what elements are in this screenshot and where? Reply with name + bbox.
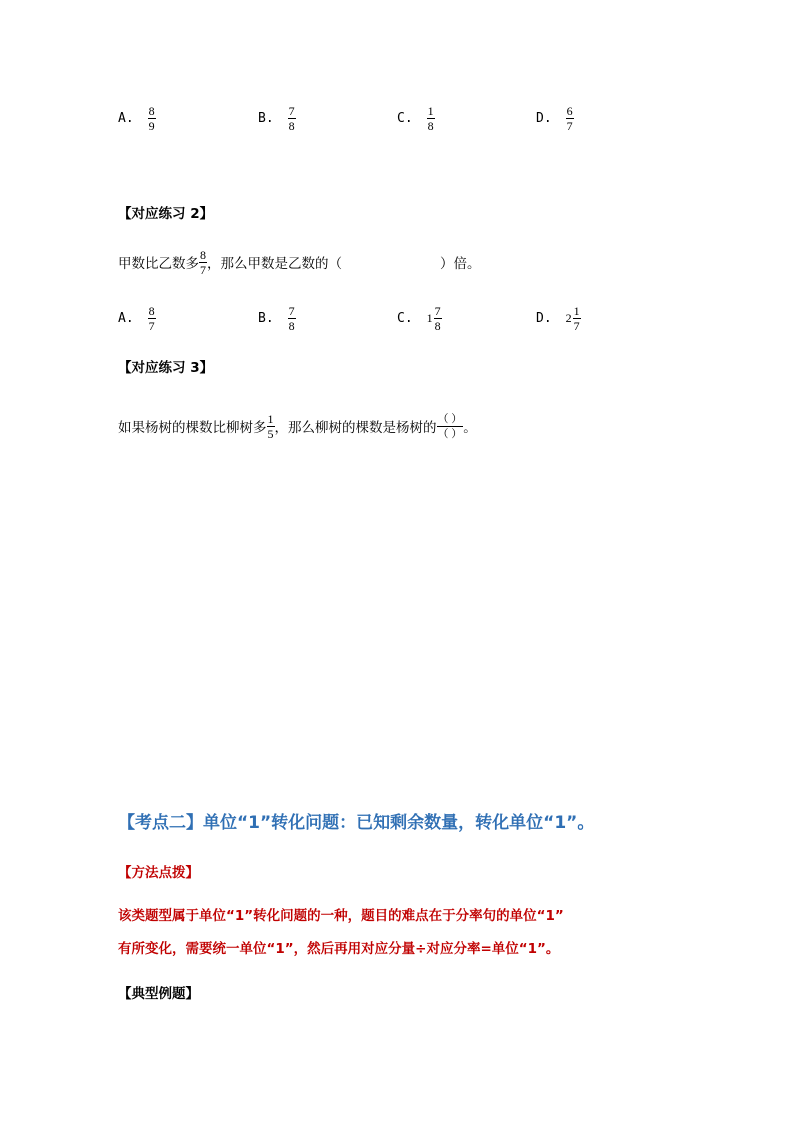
method-heading: 【方法点拨】 [118,865,199,881]
option-letter: C. [397,310,413,326]
question-text: 甲数比乙数多 [118,256,199,272]
section-title: 【考点二】单位“1”转化问题：已知剩余数量，转化单位“1”。 [118,813,595,833]
option-letter: D. [536,310,552,326]
fraction: $\frac{8}{7}$ [148,303,155,333]
example-heading: 【典型例题】 [118,986,199,1002]
fraction: $\frac{1}{5}$ [267,411,274,441]
question-text: ）倍。 [440,256,481,272]
option-a [118,98,156,138]
fraction: $\frac{7}{8}$ [434,303,441,333]
question-text: ，那么甲数是乙数的（ [207,256,342,272]
method-line-1: 该类题型属于单位“1”转化问题的一种，题目的难点在于分率句的单位“1” [118,908,564,924]
question-text: ，那么柳树的棵数是杨树的 [274,420,437,436]
option-a [118,298,156,338]
option-c [397,298,442,338]
option-d [536,98,574,138]
practice-3-question [118,406,477,446]
fraction: $\frac{1}{7}$ [573,303,580,333]
option-letter: A. [118,110,134,126]
answer-blank-fraction[interactable]: $\frac{( )}{( )}$ [437,412,463,440]
option-letter: B. [258,310,274,326]
practice-2-question [118,244,481,280]
mixed-whole: 2 [565,310,572,325]
method-line-2: 有所变化，需要统一单位“1”，然后再用对应分量÷对应分率=单位“1”。 [118,941,560,957]
question-text: 如果杨树的棵数比柳树多 [118,420,267,436]
option-d [536,298,581,338]
options-row-1 [118,98,678,138]
fraction: $\frac{7}{8}$ [288,303,295,333]
practice-3-heading: 【对应练习 3】 [118,360,214,376]
option-letter: D. [536,110,552,126]
fraction: $\frac{6}{7}$ [566,103,573,133]
fraction: $\frac{8}{9}$ [148,103,155,133]
option-c [397,98,435,138]
fraction: $\frac{8}{7}$ [200,247,206,277]
option-letter: A. [118,310,134,326]
option-letter: C. [397,110,413,126]
options-row-2 [118,298,678,338]
question-text: 。 [463,420,477,436]
option-letter: B. [258,110,274,126]
option-b [258,98,296,138]
option-b [258,298,296,338]
mixed-whole: 1 [426,310,433,325]
fraction: $\frac{1}{8}$ [427,103,434,133]
practice-2-heading: 【对应练习 2】 [118,206,214,222]
fraction: $\frac{7}{8}$ [288,103,295,133]
